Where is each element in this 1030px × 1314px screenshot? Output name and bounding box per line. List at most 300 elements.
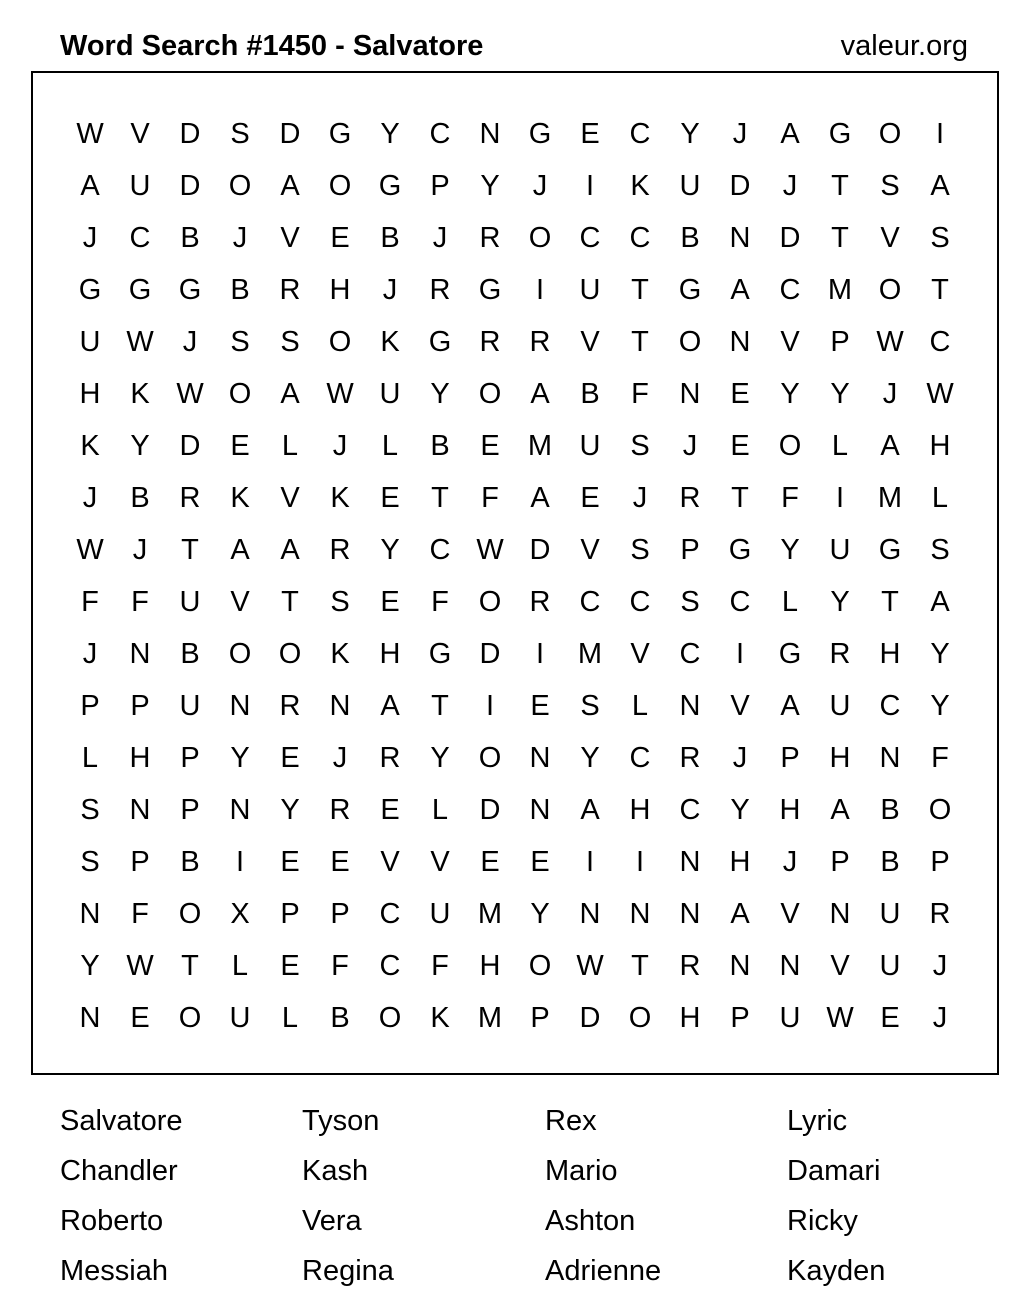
grid-letter[interactable]: R (479, 326, 501, 358)
grid-letter[interactable]: R (379, 742, 401, 774)
grid-letter[interactable]: W (126, 326, 154, 358)
grid-letter[interactable]: D (529, 534, 551, 566)
grid-letter[interactable]: F (431, 586, 449, 618)
grid-letter[interactable]: D (179, 430, 201, 462)
grid-letter[interactable]: J (782, 170, 798, 202)
grid-letter[interactable]: K (380, 326, 400, 358)
grid-letter[interactable]: U (179, 586, 201, 618)
grid-letter[interactable]: T (431, 690, 449, 722)
grid-letter[interactable]: R (179, 482, 201, 514)
grid-letter[interactable]: D (779, 222, 801, 254)
grid-letter[interactable]: N (829, 898, 851, 930)
grid-letter[interactable]: H (479, 950, 501, 982)
grid-letter[interactable]: M (877, 482, 903, 514)
grid-letter[interactable]: R (429, 274, 451, 306)
grid-letter[interactable]: H (79, 378, 101, 410)
grid-letter[interactable]: E (480, 846, 500, 878)
grid-letter[interactable]: G (678, 274, 702, 306)
grid-letter[interactable]: F (331, 950, 349, 982)
grid-letter[interactable]: O (228, 638, 252, 670)
grid-letter[interactable]: U (879, 950, 901, 982)
grid-letter[interactable]: N (329, 690, 351, 722)
grid-letter[interactable]: V (780, 898, 800, 930)
grid-letter[interactable]: A (730, 898, 750, 930)
grid-letter[interactable]: P (130, 846, 150, 878)
grid-letter[interactable]: H (929, 430, 951, 462)
grid-letter[interactable]: B (880, 794, 900, 826)
grid-letter[interactable]: F (931, 742, 949, 774)
grid-letter[interactable]: O (478, 742, 502, 774)
grid-letter[interactable]: N (229, 690, 251, 722)
grid-letter[interactable]: E (230, 430, 250, 462)
grid-letter[interactable]: C (729, 586, 751, 618)
grid-letter[interactable]: K (230, 482, 250, 514)
grid-letter[interactable]: Y (430, 742, 450, 774)
grid-letter[interactable]: S (930, 534, 950, 566)
grid-letter[interactable]: A (280, 170, 300, 202)
grid-letter[interactable]: S (680, 586, 700, 618)
grid-letter[interactable]: C (429, 534, 451, 566)
grid-letter[interactable]: J (132, 534, 148, 566)
grid-letter[interactable]: V (280, 482, 300, 514)
grid-letter[interactable]: O (228, 378, 252, 410)
grid-letter[interactable]: I (935, 118, 945, 150)
grid-letter[interactable]: P (180, 794, 200, 826)
grid-letter[interactable]: H (129, 742, 151, 774)
grid-letter[interactable]: C (579, 586, 601, 618)
grid-letter[interactable]: Y (730, 794, 750, 826)
grid-letter[interactable]: A (230, 534, 250, 566)
grid-letter[interactable]: F (81, 586, 99, 618)
grid-letter[interactable]: B (230, 274, 250, 306)
grid-letter[interactable]: I (635, 846, 645, 878)
grid-letter[interactable]: G (78, 274, 102, 306)
grid-letter[interactable]: W (76, 534, 104, 566)
grid-letter[interactable]: L (381, 430, 399, 462)
grid-letter[interactable]: A (930, 586, 950, 618)
grid-letter[interactable]: T (881, 586, 899, 618)
grid-letter[interactable]: O (178, 1002, 202, 1034)
grid-letter[interactable]: U (579, 274, 601, 306)
grid-letter[interactable]: E (330, 222, 350, 254)
grid-letter[interactable]: P (930, 846, 950, 878)
grid-letter[interactable]: I (485, 690, 495, 722)
grid-letter[interactable]: Y (530, 898, 550, 930)
grid-letter[interactable]: N (779, 950, 801, 982)
grid-letter[interactable]: P (830, 846, 850, 878)
grid-letter[interactable]: E (280, 950, 300, 982)
grid-letter[interactable]: R (679, 742, 701, 774)
grid-letter[interactable]: U (379, 378, 401, 410)
grid-letter[interactable]: T (631, 950, 649, 982)
grid-letter[interactable]: U (229, 1002, 251, 1034)
grid-letter[interactable]: O (878, 118, 902, 150)
grid-letter[interactable]: I (735, 638, 745, 670)
grid-letter[interactable]: F (431, 950, 449, 982)
grid-letter[interactable]: N (129, 794, 151, 826)
grid-letter[interactable]: Y (780, 378, 800, 410)
grid-letter[interactable]: K (430, 1002, 450, 1034)
grid-letter[interactable]: C (629, 586, 651, 618)
grid-letter[interactable]: G (378, 170, 402, 202)
grid-letter[interactable]: Y (930, 638, 950, 670)
grid-letter[interactable]: Y (830, 378, 850, 410)
grid-letter[interactable]: T (731, 482, 749, 514)
grid-letter[interactable]: R (329, 794, 351, 826)
grid-letter[interactable]: O (478, 586, 502, 618)
grid-letter[interactable]: L (781, 586, 799, 618)
grid-letter[interactable]: R (279, 274, 301, 306)
grid-letter[interactable]: A (880, 430, 900, 462)
grid-letter[interactable]: F (631, 378, 649, 410)
grid-letter[interactable]: G (528, 118, 552, 150)
grid-letter[interactable]: V (230, 586, 250, 618)
grid-letter[interactable]: O (228, 170, 252, 202)
grid-letter[interactable]: N (79, 898, 101, 930)
grid-letter[interactable]: L (631, 690, 649, 722)
grid-letter[interactable]: N (129, 638, 151, 670)
grid-letter[interactable]: K (330, 482, 350, 514)
grid-letter[interactable]: V (630, 638, 650, 670)
grid-letter[interactable]: T (281, 586, 299, 618)
grid-letter[interactable]: G (428, 326, 452, 358)
grid-letter[interactable]: A (530, 482, 550, 514)
grid-letter[interactable]: A (830, 794, 850, 826)
grid-letter[interactable]: E (380, 586, 400, 618)
grid-letter[interactable]: P (130, 690, 150, 722)
grid-letter[interactable]: E (380, 482, 400, 514)
grid-letter[interactable]: U (179, 690, 201, 722)
grid-letter[interactable]: W (176, 378, 204, 410)
grid-letter[interactable]: B (130, 482, 150, 514)
grid-letter[interactable]: B (880, 846, 900, 878)
grid-letter[interactable]: G (778, 638, 802, 670)
grid-letter[interactable]: N (679, 898, 701, 930)
grid-letter[interactable]: Y (780, 534, 800, 566)
grid-letter[interactable]: F (481, 482, 499, 514)
grid-letter[interactable]: H (879, 638, 901, 670)
grid-letter[interactable]: B (380, 222, 400, 254)
grid-letter[interactable]: F (781, 482, 799, 514)
grid-letter[interactable]: C (629, 742, 651, 774)
grid-letter[interactable]: R (279, 690, 301, 722)
grid-letter[interactable]: C (679, 794, 701, 826)
grid-letter[interactable]: I (835, 482, 845, 514)
grid-letter[interactable]: T (431, 482, 449, 514)
grid-letter[interactable]: F (131, 898, 149, 930)
grid-letter[interactable]: D (179, 118, 201, 150)
grid-letter[interactable]: U (829, 534, 851, 566)
grid-letter[interactable]: M (577, 638, 603, 670)
grid-letter[interactable]: N (529, 742, 551, 774)
grid-letter[interactable]: M (527, 430, 553, 462)
grid-letter[interactable]: M (827, 274, 853, 306)
grid-letter[interactable]: N (229, 794, 251, 826)
grid-letter[interactable]: H (329, 274, 351, 306)
grid-letter[interactable]: N (629, 898, 651, 930)
grid-letter[interactable]: E (530, 690, 550, 722)
grid-letter[interactable]: P (680, 534, 700, 566)
grid-letter[interactable]: W (126, 950, 154, 982)
grid-letter[interactable]: I (535, 638, 545, 670)
grid-letter[interactable]: G (728, 534, 752, 566)
grid-letter[interactable]: L (831, 430, 849, 462)
grid-letter[interactable]: S (230, 118, 250, 150)
grid-letter[interactable]: U (779, 1002, 801, 1034)
grid-letter[interactable]: O (928, 794, 952, 826)
grid-letter[interactable]: O (178, 898, 202, 930)
grid-letter[interactable]: N (729, 950, 751, 982)
grid-letter[interactable]: K (630, 170, 650, 202)
grid-letter[interactable]: N (529, 794, 551, 826)
grid-letter[interactable]: U (129, 170, 151, 202)
grid-letter[interactable]: E (280, 742, 300, 774)
grid-letter[interactable]: D (729, 170, 751, 202)
grid-letter[interactable]: J (332, 430, 348, 462)
grid-letter[interactable]: S (580, 690, 600, 722)
grid-letter[interactable]: O (478, 378, 502, 410)
grid-letter[interactable]: G (178, 274, 202, 306)
grid-letter[interactable]: J (532, 170, 548, 202)
grid-letter[interactable]: V (780, 326, 800, 358)
grid-letter[interactable]: C (379, 950, 401, 982)
grid-letter[interactable]: U (79, 326, 101, 358)
grid-letter[interactable]: H (629, 794, 651, 826)
grid-letter[interactable]: W (576, 950, 604, 982)
grid-letter[interactable]: N (729, 222, 751, 254)
grid-letter[interactable]: Y (480, 170, 500, 202)
grid-letter[interactable]: V (380, 846, 400, 878)
grid-letter[interactable]: Y (380, 534, 400, 566)
grid-letter[interactable]: N (579, 898, 601, 930)
grid-letter[interactable]: D (279, 118, 301, 150)
grid-letter[interactable]: Y (130, 430, 150, 462)
grid-letter[interactable]: I (585, 846, 595, 878)
grid-letter[interactable]: C (379, 898, 401, 930)
grid-letter[interactable]: E (580, 118, 600, 150)
grid-letter[interactable]: R (929, 898, 951, 930)
grid-letter[interactable]: C (129, 222, 151, 254)
grid-letter[interactable]: P (180, 742, 200, 774)
grid-letter[interactable]: Y (830, 586, 850, 618)
grid-letter[interactable]: C (879, 690, 901, 722)
grid-letter[interactable]: M (477, 1002, 503, 1034)
grid-letter[interactable]: R (529, 586, 551, 618)
grid-letter[interactable]: J (332, 742, 348, 774)
grid-letter[interactable]: Y (230, 742, 250, 774)
grid-letter[interactable]: A (780, 118, 800, 150)
grid-letter[interactable]: P (730, 1002, 750, 1034)
grid-letter[interactable]: W (926, 378, 954, 410)
grid-letter[interactable]: J (82, 482, 98, 514)
grid-letter[interactable]: P (780, 742, 800, 774)
grid-letter[interactable]: E (730, 430, 750, 462)
grid-letter[interactable]: J (82, 222, 98, 254)
grid-letter[interactable]: K (80, 430, 100, 462)
grid-letter[interactable]: U (879, 898, 901, 930)
grid-letter[interactable]: G (128, 274, 152, 306)
grid-letter[interactable]: W (476, 534, 504, 566)
grid-letter[interactable]: Y (430, 378, 450, 410)
grid-letter[interactable]: Y (280, 794, 300, 826)
grid-letter[interactable]: A (580, 794, 600, 826)
grid-letter[interactable]: A (80, 170, 100, 202)
grid-letter[interactable]: D (179, 170, 201, 202)
grid-letter[interactable]: R (679, 482, 701, 514)
grid-letter[interactable]: O (528, 222, 552, 254)
grid-letter[interactable]: W (876, 326, 904, 358)
grid-letter[interactable]: N (679, 846, 701, 878)
grid-letter[interactable]: N (79, 1002, 101, 1034)
grid-letter[interactable]: P (830, 326, 850, 358)
grid-letter[interactable]: J (682, 430, 698, 462)
grid-letter[interactable]: O (528, 950, 552, 982)
grid-letter[interactable]: V (580, 326, 600, 358)
grid-letter[interactable]: L (81, 742, 99, 774)
grid-letter[interactable]: G (328, 118, 352, 150)
grid-letter[interactable]: J (732, 742, 748, 774)
grid-letter[interactable]: T (181, 950, 199, 982)
grid-letter[interactable]: N (679, 378, 701, 410)
grid-letter[interactable]: E (380, 794, 400, 826)
grid-letter[interactable]: E (730, 378, 750, 410)
grid-letter[interactable]: E (530, 846, 550, 878)
grid-letter[interactable]: G (428, 638, 452, 670)
grid-letter[interactable]: T (831, 170, 849, 202)
grid-letter[interactable]: J (932, 950, 948, 982)
grid-letter[interactable]: X (230, 898, 250, 930)
grid-letter[interactable]: J (82, 638, 98, 670)
grid-letter[interactable]: G (478, 274, 502, 306)
grid-letter[interactable]: R (679, 950, 701, 982)
grid-letter[interactable]: S (630, 430, 650, 462)
grid-letter[interactable]: D (479, 794, 501, 826)
grid-letter[interactable]: R (329, 534, 351, 566)
grid-letter[interactable]: C (779, 274, 801, 306)
grid-letter[interactable]: S (930, 222, 950, 254)
grid-letter[interactable]: W (826, 1002, 854, 1034)
grid-letter[interactable]: J (432, 222, 448, 254)
grid-letter[interactable]: S (630, 534, 650, 566)
grid-letter[interactable]: S (880, 170, 900, 202)
grid-letter[interactable]: P (530, 1002, 550, 1034)
grid-letter[interactable]: H (779, 794, 801, 826)
grid-letter[interactable]: J (782, 846, 798, 878)
grid-letter[interactable]: E (880, 1002, 900, 1034)
grid-letter[interactable]: J (632, 482, 648, 514)
grid-letter[interactable]: D (479, 638, 501, 670)
grid-letter[interactable]: K (130, 378, 150, 410)
grid-letter[interactable]: T (181, 534, 199, 566)
grid-letter[interactable]: B (430, 430, 450, 462)
grid-letter[interactable]: B (180, 846, 200, 878)
grid-letter[interactable]: L (281, 1002, 299, 1034)
grid-letter[interactable]: K (330, 638, 350, 670)
grid-letter[interactable]: T (631, 274, 649, 306)
grid-letter[interactable]: I (235, 846, 245, 878)
grid-letter[interactable]: Y (580, 742, 600, 774)
grid-letter[interactable]: L (231, 950, 249, 982)
grid-letter[interactable]: J (382, 274, 398, 306)
grid-letter[interactable]: E (130, 1002, 150, 1034)
grid-letter[interactable]: B (680, 222, 700, 254)
grid-letter[interactable]: G (878, 534, 902, 566)
grid-letter[interactable]: E (280, 846, 300, 878)
grid-letter[interactable]: W (76, 118, 104, 150)
grid-letter[interactable]: G (828, 118, 852, 150)
grid-letter[interactable]: O (278, 638, 302, 670)
grid-letter[interactable]: A (530, 378, 550, 410)
grid-letter[interactable]: C (929, 326, 951, 358)
grid-letter[interactable]: T (831, 222, 849, 254)
grid-letter[interactable]: S (230, 326, 250, 358)
grid-letter[interactable]: B (330, 1002, 350, 1034)
grid-letter[interactable]: Y (930, 690, 950, 722)
grid-letter[interactable]: U (579, 430, 601, 462)
grid-letter[interactable]: W (326, 378, 354, 410)
grid-letter[interactable]: A (280, 378, 300, 410)
grid-letter[interactable]: P (330, 898, 350, 930)
grid-letter[interactable]: A (730, 274, 750, 306)
grid-letter[interactable]: H (679, 1002, 701, 1034)
grid-letter[interactable]: I (585, 170, 595, 202)
grid-letter[interactable]: J (882, 378, 898, 410)
grid-letter[interactable]: P (80, 690, 100, 722)
grid-letter[interactable]: V (830, 950, 850, 982)
grid-letter[interactable]: V (280, 222, 300, 254)
grid-letter[interactable]: E (580, 482, 600, 514)
grid-letter[interactable]: N (679, 690, 701, 722)
grid-letter[interactable]: B (180, 222, 200, 254)
grid-letter[interactable]: U (679, 170, 701, 202)
grid-letter[interactable]: U (429, 898, 451, 930)
grid-letter[interactable]: J (232, 222, 248, 254)
grid-letter[interactable]: O (328, 326, 352, 358)
grid-letter[interactable]: N (879, 742, 901, 774)
grid-letter[interactable]: C (579, 222, 601, 254)
grid-letter[interactable]: U (829, 690, 851, 722)
grid-letter[interactable]: C (429, 118, 451, 150)
grid-letter[interactable]: H (729, 846, 751, 878)
grid-letter[interactable]: S (280, 326, 300, 358)
grid-letter[interactable]: Y (380, 118, 400, 150)
grid-letter[interactable]: V (880, 222, 900, 254)
grid-letter[interactable]: B (580, 378, 600, 410)
grid-letter[interactable]: D (579, 1002, 601, 1034)
grid-letter[interactable]: E (480, 430, 500, 462)
grid-letter[interactable]: P (430, 170, 450, 202)
grid-letter[interactable]: A (780, 690, 800, 722)
grid-letter[interactable]: R (529, 326, 551, 358)
grid-letter[interactable]: O (678, 326, 702, 358)
grid-letter[interactable]: H (379, 638, 401, 670)
grid-letter[interactable]: N (729, 326, 751, 358)
grid-letter[interactable]: T (931, 274, 949, 306)
grid-letter[interactable]: C (679, 638, 701, 670)
grid-letter[interactable]: Y (80, 950, 100, 982)
grid-letter[interactable]: O (878, 274, 902, 306)
grid-letter[interactable]: J (732, 118, 748, 150)
grid-letter[interactable]: V (130, 118, 150, 150)
grid-letter[interactable]: O (328, 170, 352, 202)
grid-letter[interactable]: V (730, 690, 750, 722)
grid-letter[interactable]: N (479, 118, 501, 150)
grid-letter[interactable]: O (628, 1002, 652, 1034)
grid-letter[interactable]: S (80, 846, 100, 878)
grid-letter[interactable]: A (280, 534, 300, 566)
grid-letter[interactable]: V (430, 846, 450, 878)
grid-letter[interactable]: C (629, 222, 651, 254)
